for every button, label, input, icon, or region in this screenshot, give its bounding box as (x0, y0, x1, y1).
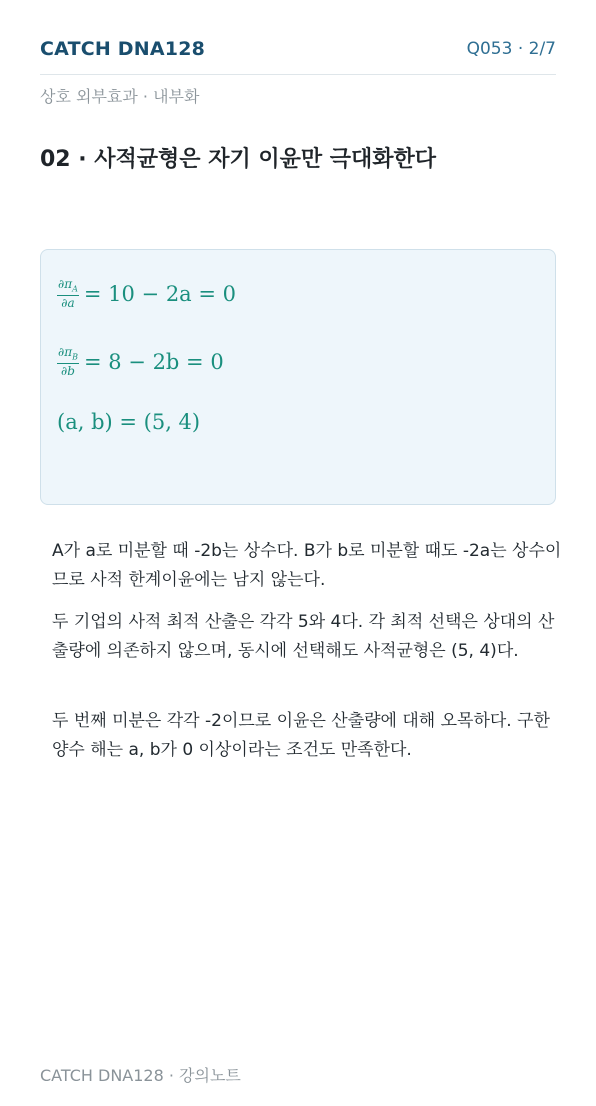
equation-text: (a, b) = (5, 4) (57, 410, 201, 434)
page-header (40, 36, 556, 75)
equation-solution (57, 410, 200, 434)
page-footer: CATCH DNA128 · 강의노트 (40, 1066, 241, 1085)
page-title: 02 · 사적균형은 자기 이윤만 극대화한다 (40, 147, 437, 172)
equation-foc-a (57, 278, 236, 309)
math-box (40, 249, 556, 505)
page-counter: Q053 · 2/7 (466, 39, 556, 59)
fraction-numerator: ∂π (58, 277, 73, 291)
fraction-denominator: ∂b (61, 363, 75, 378)
fraction-denominator: ∂a (61, 295, 75, 310)
fraction (57, 278, 79, 309)
breadcrumb: 상호 외부효과 · 내부화 (40, 87, 200, 106)
fraction (57, 346, 79, 377)
fraction-subscript: B (72, 352, 78, 362)
paragraph-1: A가 a로 미분할 때 -2b는 상수다. B가 b로 미분할 때도 -2a는 상수이므로 사적 한계이윤에는 남지 않는다. (52, 541, 562, 590)
brand-title: CATCH DNA128 (40, 38, 206, 60)
equation-foc-b (57, 346, 224, 377)
paragraph-3: 두 번째 미분은 각각 -2이므로 이윤은 산출량에 대해 오목하다. 구한 양수 해는 a, b가 0 이상이라는 조건도 만족한다. (52, 711, 550, 760)
paragraph-2: 두 기업의 사적 최적 산출은 각각 5와 4다. 각 최적 선택은 상대의 산출량에 의존하지 않으며, 동시에 선택해도 사적균형은 (5, 4)다. (52, 612, 555, 661)
equation-rhs: = 8 − 2b = 0 (83, 349, 224, 374)
equation-rhs: = 10 − 2a = 0 (83, 281, 237, 306)
fraction-numerator: ∂π (58, 345, 73, 359)
fraction-subscript: A (72, 284, 78, 294)
